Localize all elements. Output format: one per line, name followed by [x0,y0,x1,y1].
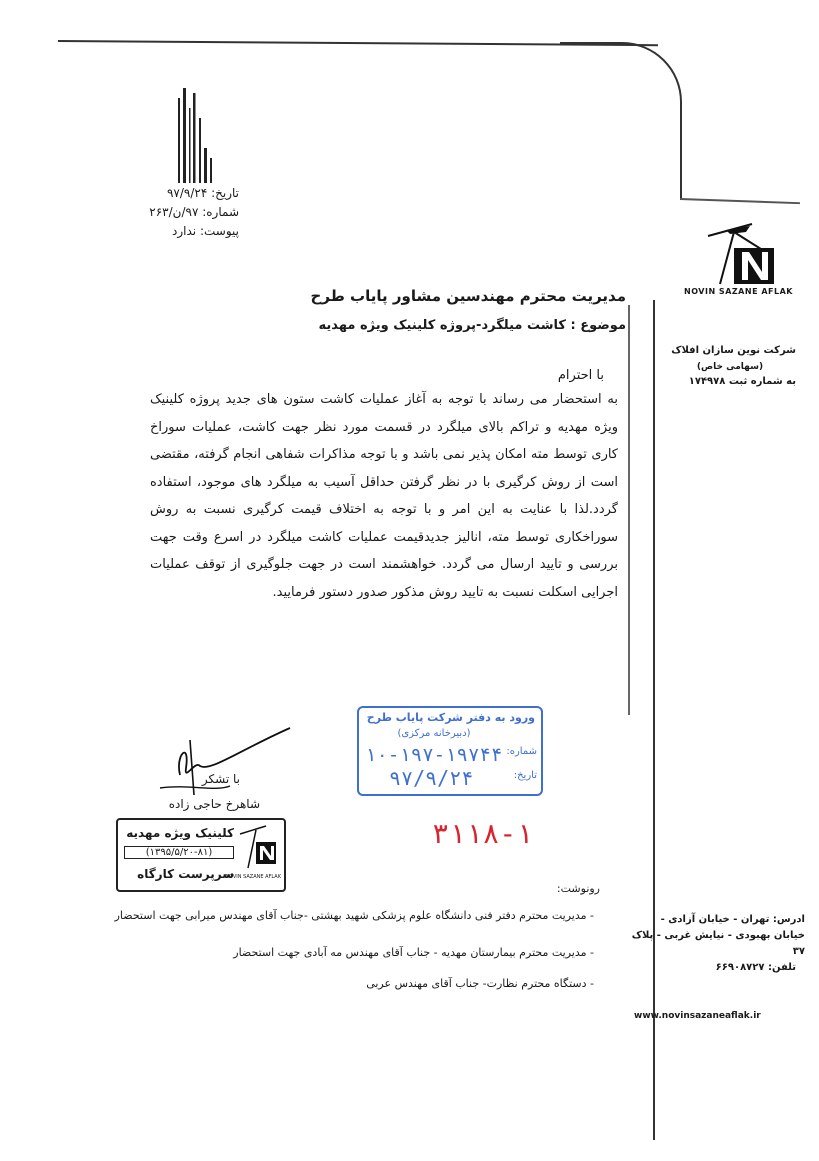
company-registration: به شماره ثبت ۱۷۴۹۷۸ [688,376,796,387]
received-stamp-number-label: شماره: [506,746,537,757]
greeting: با احترام [557,368,604,383]
letter-date: تاریخ: ۹۷/۹/۲۴ [166,186,239,200]
scan-edge-right [680,110,682,200]
letter-body: به استحضار می رساند با توجه به آغاز عملیات کاشت ستون های جدید پروژه کلینیک ویژه مهدیه و تراکم بالای میلگرد در قسمت مورد نظر جهت کاشت، عملیات سوراخ کاری توسط مته امکان پذیر نمی باشد و با توجه مذاکرات شفاهی انجام گرفته، مقتضی است از روش کرگیری با در نظر گرفتن حداقل آسیب به میلگرد های موجود، استفاده گردد.لذا با عنایت به این امر و با توجه به اختلاف قیمت کرگیری نسبت به روش سوراخکاری توسط مته، انالیز جدیدقیمت عملیات کاشت میلگرد در اسرع وقت جهت بررسی و تایید ارسال می گردد. خواهشمند است در جهت جلوگیری از توقف عملیات اجرایی اسکلت نسبت به تایید روش مذکور صدور دستور فرمایید. [150,392,618,600]
scan-edge-fold [680,198,800,204]
company-name: شرکت نوین سازان افلاک [671,345,796,356]
copies-label: رونوشت: [556,882,600,895]
stamp-logo-caption: NOVIN SAZANE AFLAK [225,874,281,880]
letter-attachment: پیوست: ندارد [172,224,239,238]
reference-number: ۳۱۱۸-۱ [432,817,534,850]
signatory-name: شاهرخ حاجی زاده [168,797,260,811]
letter-number: شماره: ۹۷/ن/۲۶۳ [149,205,239,219]
copy-recipient: - دستگاه محترم نظارت- جناب آقای مهندس عربی [366,977,594,990]
recipient: مدیریت محترم مهندسین مشاور پایاب طرح [310,287,626,305]
company-address: ادرس: تهران - خیابان آزادی - خیابان بهبودی - نیایش غربی - پلاک ۳۷ [631,914,805,957]
received-stamp-number: ۱۰-۱۹۷-۱۹۷۴۴ [365,744,503,766]
copy-recipient: - مدیریت محترم بیمارستان مهدیه - جناب آقای مهندس مه آبادی جهت استحضار [233,946,594,959]
received-stamp-subtitle: (دبیرخانه مرکزی) [397,728,471,739]
stamp-date: (۱۳۹۵/۵/۲۰-۸۱) [124,846,234,859]
company-logo-icon [700,222,780,286]
barcode-icon [176,88,216,188]
received-stamp-date: ۹۷/۹/۲۴ [389,766,474,790]
signature-thanks: با تشکر [201,772,240,786]
scan-edge-curve [560,42,682,114]
company-type: (سهامی خاص) [696,362,764,372]
stamp-project-name: کلینیک ویژه مهدیه [126,826,234,840]
signature-icon [120,700,320,810]
received-stamp [357,706,543,796]
company-website: www.novinsazaneaflak.ir [634,1011,761,1021]
body-margin-line [628,305,630,715]
stamp-logo-icon [236,824,280,872]
received-stamp-date-label: تاریخ: [513,770,537,781]
copy-recipient: - مدیریت محترم دفتر فنی دانشگاه علوم پزشکی شهید بهشتی -جناب آقای مهندس میرابی جهت استحضار [114,909,594,922]
subject: موضوع : کاشت میلگرد-پروژه کلینیک ویژه مهدیه [318,318,626,333]
company-logo-text: NOVIN SAZANE AFLAK [684,287,793,296]
stamp-role: سرپرست کارگاه [137,867,234,881]
received-stamp-title: ورود به دفتر شرکت پایاب طرح [366,711,535,724]
company-phone: تلفن: ۶۶۹۰۸۷۲۷ [715,962,796,973]
site-supervisor-stamp [116,818,286,892]
